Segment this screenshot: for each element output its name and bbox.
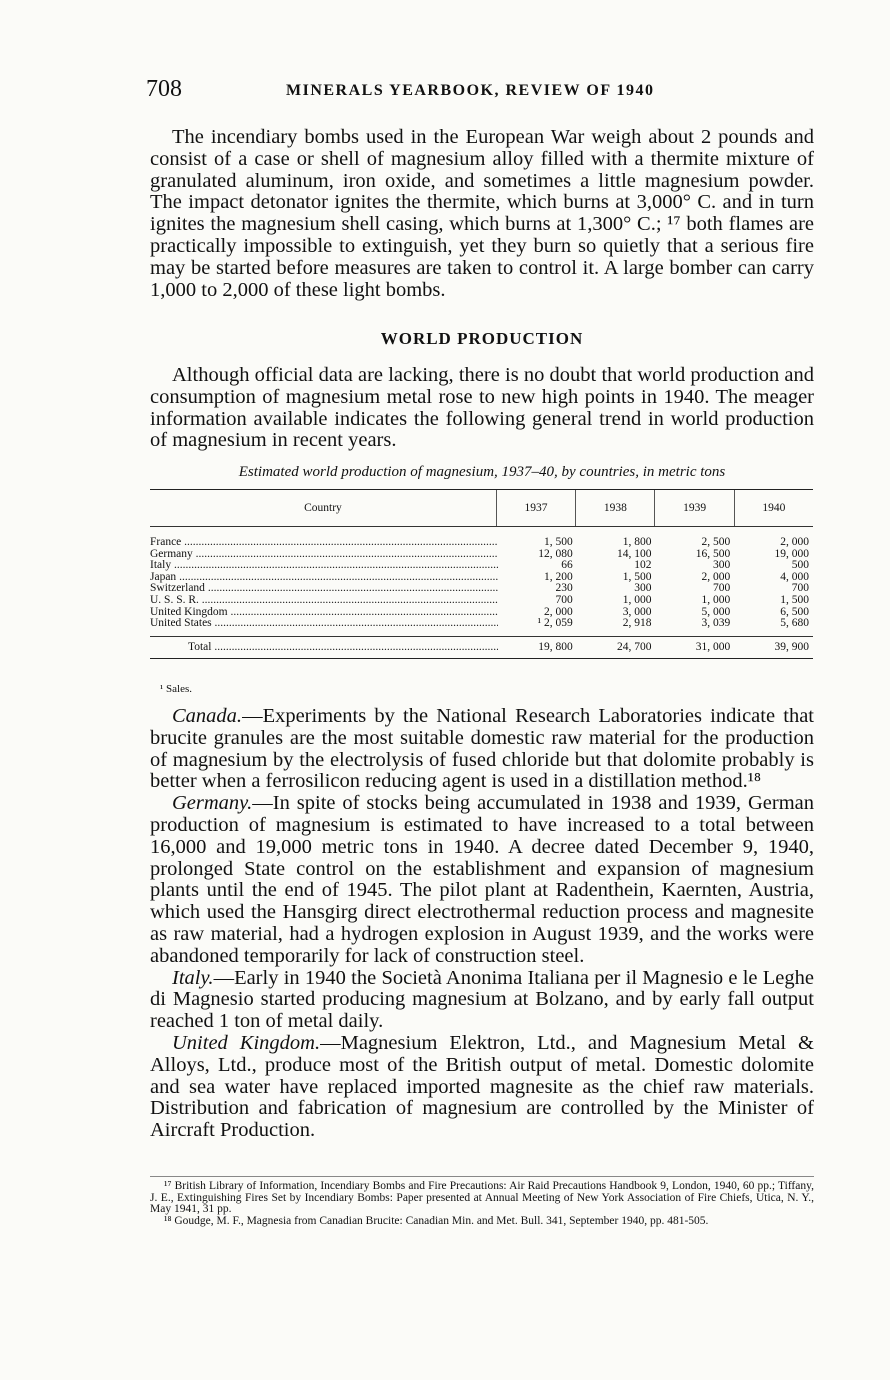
- world-production-paragraph: Although official data are lacking, there is no doubt that world production and consumption of magnesium metal rose to new high points in 1940. The meager information available indicates the following general trend in world production of magnesium in recent years.: [150, 364, 814, 452]
- table-cell: 2, 918: [622, 617, 652, 630]
- table-header-cell: 1939: [654, 490, 733, 526]
- table-note: ¹ Sales.: [160, 683, 193, 695]
- table-cell: 19, 800: [538, 640, 573, 653]
- italy-paragraph: [150, 968, 814, 1033]
- table-body: [150, 527, 813, 636]
- table-cell: 1, 000: [701, 593, 731, 606]
- germany-paragraph: [150, 793, 814, 967]
- table-cell: 300: [634, 582, 652, 595]
- table-caption: Estimated world production of magnesium, 1937–40, by countries, in metric tons: [238, 464, 726, 480]
- table-cell: Total .....: [150, 642, 498, 654]
- table-cell: 3, 039: [701, 617, 731, 630]
- running-head: MINERALS YEARBOOK, REVIEW OF 1940: [286, 82, 655, 99]
- table-cell: U. S. S. R. .....: [150, 595, 498, 607]
- italy-label: Italy.: [172, 966, 214, 989]
- table-cell: 31, 000: [695, 640, 731, 653]
- italy-text: —Early in 1940 the Società Anonima Italiana per il Magnesio e le Leghe di Magnesio started producing magnesium at Bolzano, and by early fall output reached 1 ton of metal daily.: [150, 966, 814, 1033]
- table-total-row: [150, 636, 813, 659]
- table-cell: Germany .....: [150, 549, 498, 561]
- uk-text: —Magnesium Elektron, Ltd., and Magnesium Metal & Alloys, Ltd., produce most of the British output of metal. Domestic dolomite and sea water have replaced imported magnesite as the chief raw materials. Distribution and fabrication of magnesium are controlled by the Minister of Aircraft Production.: [150, 1031, 815, 1142]
- table-cell: 1, 800: [622, 536, 652, 548]
- table-cell: ¹ 2, 059: [537, 617, 573, 630]
- table-cell: United States .....: [150, 618, 498, 630]
- table-cell: 19, 000: [774, 547, 809, 560]
- table-cell: 2, 000: [701, 570, 731, 583]
- section-heading: WORLD PRODUCTION: [380, 329, 584, 348]
- germany-label: Germany.: [172, 792, 253, 815]
- table-cell: 4, 000: [780, 570, 809, 583]
- table-cell: Switzerland .....: [150, 583, 498, 595]
- canada-paragraph: [150, 706, 814, 793]
- table-cell: 1, 000: [622, 593, 652, 606]
- table-cell: 2, 000: [780, 536, 809, 548]
- table-cell: 700: [713, 582, 731, 595]
- table-cell: France .....: [150, 537, 498, 549]
- table-cell: 6, 500: [780, 605, 809, 618]
- table-cell: 700: [555, 593, 573, 606]
- table-cell: 230: [555, 582, 573, 595]
- country-notes: [150, 706, 814, 1142]
- table-cell: 2, 500: [701, 536, 731, 548]
- table-cell: United Kingdom .....: [150, 607, 498, 619]
- table-cell: 500: [791, 559, 809, 572]
- table-cell: 3, 000: [622, 605, 652, 618]
- table-cell: 5, 680: [780, 617, 809, 630]
- canada-text: —Experiments by the National Research Laboratories indicate that brucite granules are the most suitable domestic raw material for the production of magnesium by the electrolysis of fused chloride but that dolomite probably is better when a ferrosilicon reducing agent is used in a distillation method.¹⁸: [150, 705, 814, 793]
- table-cell: 12, 080: [538, 547, 573, 560]
- table-cell: 14, 100: [617, 547, 652, 560]
- table-cell: 39, 900: [774, 640, 809, 653]
- uk-paragraph: [150, 1033, 814, 1142]
- table-header-cell: Country: [304, 502, 342, 514]
- canada-label: Canada.: [172, 705, 243, 727]
- table-cell: 1, 500: [622, 570, 652, 583]
- table-row: [150, 618, 813, 630]
- table-cell: 300: [713, 559, 731, 572]
- table-row: [150, 595, 813, 607]
- table-cell: Italy .....: [150, 560, 498, 572]
- footnote-17: ¹⁷ British Library of Information, Incendiary Bombs and Fire Precautions: Air Raid Precautions Handbook 9, London, 1940, 60 pp.; Tiffany, J. E., Extinguishing Fires Set by Incendiary Bombs: Paper presented at Annual Meeting of New York Association of Fire Chiefs, Utica, N. Y., May 1941, 31 pp.: [150, 1180, 814, 1215]
- table-row: [150, 642, 813, 654]
- page-header: [146, 76, 816, 110]
- table-cell: 102: [634, 559, 652, 572]
- footnote-18: ¹⁸ Goudge, M. F., Magnesia from Canadian Brucite: Canadian Min. and Met. Bull. 341, September 1940, pp. 481-505.: [164, 1214, 709, 1227]
- table-header-cell: 1937: [496, 490, 575, 526]
- intro-paragraph: The incendiary bombs used in the European War weigh about 2 pounds and consist of a case or shell of magnesium alloy filled with a thermite mixture of granulated aluminum, iron oxide, and sometimes a little magnesium powder. The impact detonator ignites the thermite, which burns at 3,000° C. and in turn ignites the magnesium shell casing, which burns at 1,300° C.; ¹⁷ both flames are practically impossible to extinguish, yet they burn so quietly that a serious fire may be started before measures are taken to control it. A large bomber can carry 1,000 to 2,000 of these light bombs.: [150, 126, 814, 301]
- table-row: [150, 537, 813, 549]
- table-cell: 1, 500: [544, 536, 573, 548]
- table-cell: 700: [791, 582, 809, 595]
- table-cell: 2, 000: [544, 605, 573, 618]
- uk-label: United Kingdom.: [172, 1031, 321, 1054]
- table-cell: 16, 500: [695, 547, 731, 560]
- table-cell: Japan .....: [150, 572, 498, 584]
- production-table: [150, 489, 813, 659]
- table-cell: 66: [561, 559, 573, 572]
- table-header-cell: 1940: [734, 490, 813, 526]
- table-cell: 1, 500: [780, 593, 809, 606]
- table-cell: 24, 700: [617, 640, 652, 653]
- footnotes: [150, 1176, 814, 1227]
- table-cell: 1, 200: [544, 570, 573, 583]
- page-number: 708: [146, 76, 182, 102]
- table-cell: 5, 000: [701, 605, 731, 618]
- table-header-cell: 1938: [575, 490, 654, 526]
- table-header-row: [150, 490, 813, 527]
- germany-text: —In spite of stocks being accumulated in 1938 and 1939, German production of magnesium is estimated to have increased to a total between 16,000 and 19,000 metric tons in 1940. A decree dated December 9, 1940, prolonged State control on the establishment and expansion of magnesium plants until the end of 1945. The pilot plant at Radenthein, Kaernten, Austria, which used the Hansgirg direct electrothermal reduction process and magnesite as raw material, had a hydrogen explosion in August 1939, and the works were abandoned temporarily for lack of construction steel.: [150, 792, 814, 967]
